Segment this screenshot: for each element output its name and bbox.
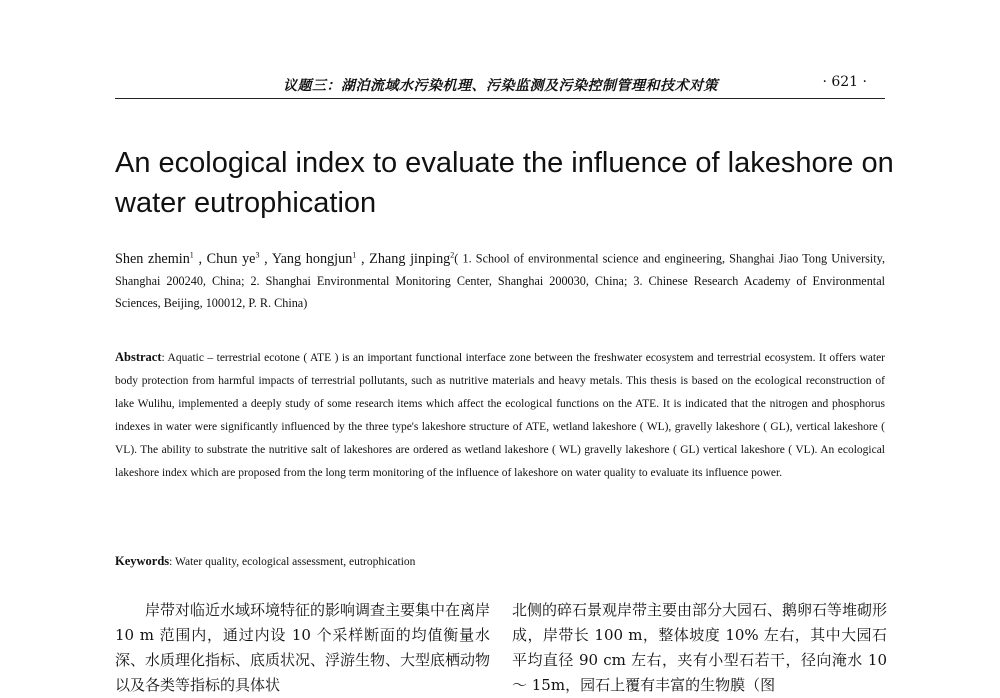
page-number: · 621 · [822,74,867,90]
keywords-label: Keywords [115,554,170,568]
author-affiliation-mark: 1 [189,250,194,259]
author-name: Shen zhemin [115,250,190,267]
body-left-column: 岸带对临近水域环境特征的影响调查主要集中在离岸 10 m 范围内，通过内设 10 个采样断面的均值衡量水深、水质理化指标、底质状况、浮游生物、大型底栖动物以及各类等指标的具体状 [115,601,491,694]
keywords: Keywords: Water quality, ecological assessment, eutrophication [115,554,416,568]
abstract-label: Abstract [115,350,162,364]
abstract: Abstract: Aquatic – terrestrial ecotone ( ATE ) is an important functional interface zone between the freshwater ecosystem and terrestrial ecosystem. It offers water body protection from harmful impacts of terrestrial pollutants, such as nutritive materials and heavy metals. This thesis is based on the ecological reconstruction of lake Wulihu, implemented a deeply study of some research items which affect the ecological functions on the ATE. It is indicated that the nitrogen and phosphorus indexes in water were significantly influenced by the three type's lakeshore structure of ATE, wetland lakeshore ( WL), gravelly lakeshore ( GL), vertical lakeshore ( VL). The ability to substrate the nutritive salt of lakeshores are ordered as wetland lakeshore ( WL) gravelly lakeshore ( GL) vertical lakeshore ( VL). An ecological lakeshore index which are proposed from the long term monitoring of the influence of lakeshore on water quality to evaluate its influence power. [115,350,886,479]
paper-title: An ecological index to evaluate the influence of lakeshore on water eutrophication [115,147,894,219]
running-title: 议题三：湖泊流域水污染机理、污染监测及污染控制管理和技术对策 [283,78,718,94]
author-affiliation-mark: 1 [352,250,357,259]
affiliations: ( 1. School of environmental science and engineering, Shanghai Jiao Tong University, Shanghai 200240, China; 2. Shanghai Environmental Monitoring Center, Shanghai 200030, China; 3. Chinese Research Academy of Environmental Sciences, Beijing, 100012, P. R. China) [115,251,886,310]
running-header [115,70,885,99]
author-affiliation-mark: 2 [450,250,455,259]
author-name: Zhang jinping [369,250,451,267]
author-name: Yang hongjun [271,250,353,267]
body-right-column: 北侧的碎石景观岸带主要由部分大园石、鹅卵石等堆砌形成，岸带长 100 m，整体坡度 10% 左右，其中大园石平均直径 90 cm 左右，夹有小型石若干，径向淹水 10 ～ 15m，园石上覆有丰富的生物膜（图 [512,601,888,694]
abstract-text: Aquatic – terrestrial ecotone ( ATE ) is an important functional interface zone between the freshwater ecosystem and terrestrial ecosystem. It offers water body protection from harmful impacts of terrestrial pollutants, such as nutritive materials and heavy metals. This thesis is based on the ecological reconstruction of lake Wulihu, implemented a deeply study of some research items which affect the ecological functions on the ATE. It is indicated that the nitrogen and phosphorus indexes in water were significantly influenced by the three type's lakeshore structure of ATE, wetland lakeshore ( WL), gravelly lakeshore ( GL), vertical lakeshore ( VL). The ability to substrate the nutritive salt of lakeshores are ordered as wetland lakeshore ( WL) gravelly lakeshore ( GL) vertical lakeshore ( VL). An ecological lakeshore index which are proposed from the long term monitoring of the influence of lakeshore on water quality to evaluate its influence power. [115,352,886,479]
author-affiliation-mark: 3 [255,250,260,259]
author-name: Chun ye [206,250,256,267]
author-names: Shen zhemin$^1$ , Chun $ye^3$ , Yang hongjun$^1$ , Zhang jinping$^2$ [115,250,455,267]
keywords-text: Water quality, ecological assessment, eutrophication [175,556,416,568]
author-block [115,244,885,314]
